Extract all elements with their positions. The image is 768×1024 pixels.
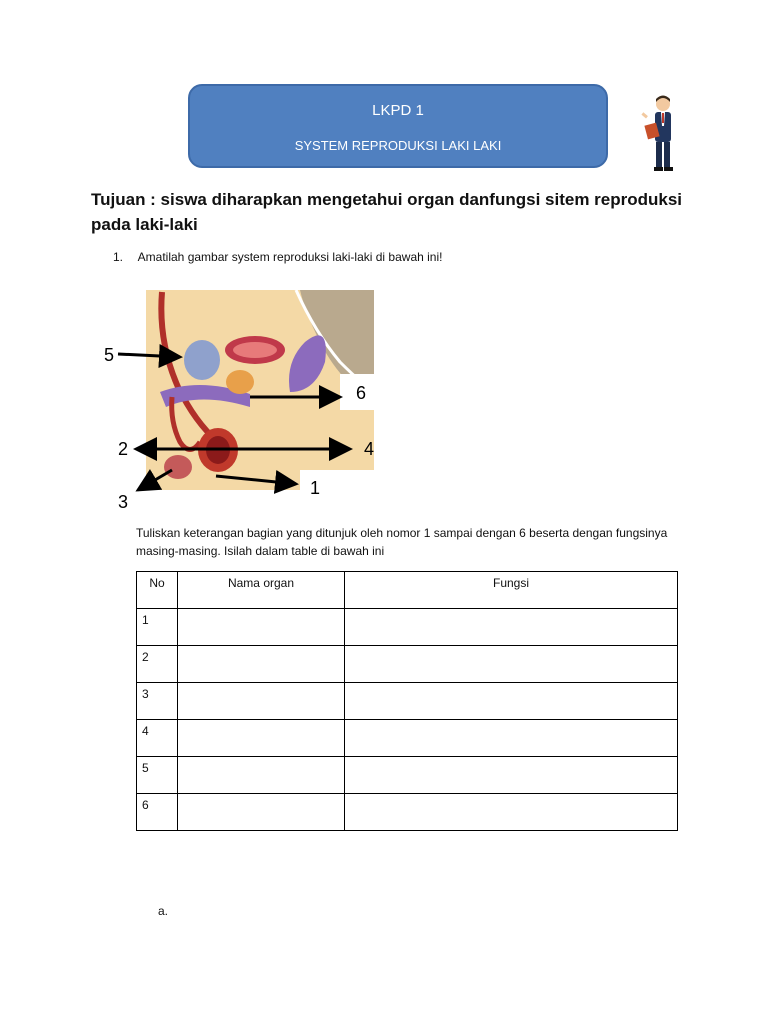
function-cell[interactable]	[345, 609, 678, 646]
function-cell[interactable]	[345, 683, 678, 720]
table-header-row	[137, 572, 678, 609]
diagram-label-2: 2	[118, 439, 129, 459]
row-number: 2	[137, 646, 178, 683]
glans-shape	[164, 455, 192, 479]
function-cell[interactable]	[345, 757, 678, 794]
column-header-organ: Nama organ	[178, 572, 345, 609]
column-header-function: Fungsi	[345, 572, 678, 609]
function-cell[interactable]	[345, 720, 678, 757]
title-banner	[188, 84, 608, 168]
diagram-label-4: 4	[364, 439, 375, 459]
table-row	[137, 609, 678, 646]
table-row	[137, 720, 678, 757]
organ-name-cell[interactable]	[178, 609, 345, 646]
table-row	[137, 757, 678, 794]
organ-name-cell[interactable]	[178, 720, 345, 757]
reproductive-system-diagram	[100, 282, 400, 512]
organ-function-table	[136, 571, 678, 831]
row-number: 6	[137, 794, 178, 831]
row-number: 1	[137, 609, 178, 646]
teacher-illustration	[638, 94, 684, 172]
organ-name-cell[interactable]	[178, 794, 345, 831]
diagram-label-5: 5	[104, 345, 115, 365]
instruction-number: 1.	[113, 250, 124, 264]
row-number: 3	[137, 683, 178, 720]
function-cell[interactable]	[345, 794, 678, 831]
function-cell[interactable]	[345, 646, 678, 683]
table-row	[137, 683, 678, 720]
diagram-label-3: 3	[118, 492, 129, 512]
organ-name-cell[interactable]	[178, 646, 345, 683]
worksheet-title: LKPD 1	[372, 102, 424, 119]
table-row	[137, 646, 678, 683]
diagram-label-1: 1	[310, 478, 321, 498]
list-marker-a: a.	[158, 904, 169, 918]
organ-name-cell[interactable]	[178, 757, 345, 794]
diagram-label-6: 6	[356, 383, 367, 403]
instruction-item	[113, 250, 442, 264]
seminal-vesicle-shape	[184, 340, 220, 380]
row-number: 4	[137, 720, 178, 757]
learning-goal: Tujuan : siswa diharapkan mengetahui organ danfungsi sitem reproduksi pada laki-laki	[91, 190, 683, 234]
organ-name-cell[interactable]	[178, 683, 345, 720]
row-number: 5	[137, 757, 178, 794]
instruction-text: Amatilah gambar system reproduksi laki-laki di bawah ini!	[137, 250, 443, 264]
table-row	[137, 794, 678, 831]
column-header-no: No	[137, 572, 178, 609]
table-instruction: Tuliskan keterangan bagian yang ditunjuk oleh nomor 1 sampai dengan 6 beserta dengan fungsinya masing-masing. Isilah dalam table di bawah ini	[136, 526, 668, 558]
worksheet-subtitle: SYSTEM REPRODUKSI LAKI LAKI	[294, 138, 502, 153]
